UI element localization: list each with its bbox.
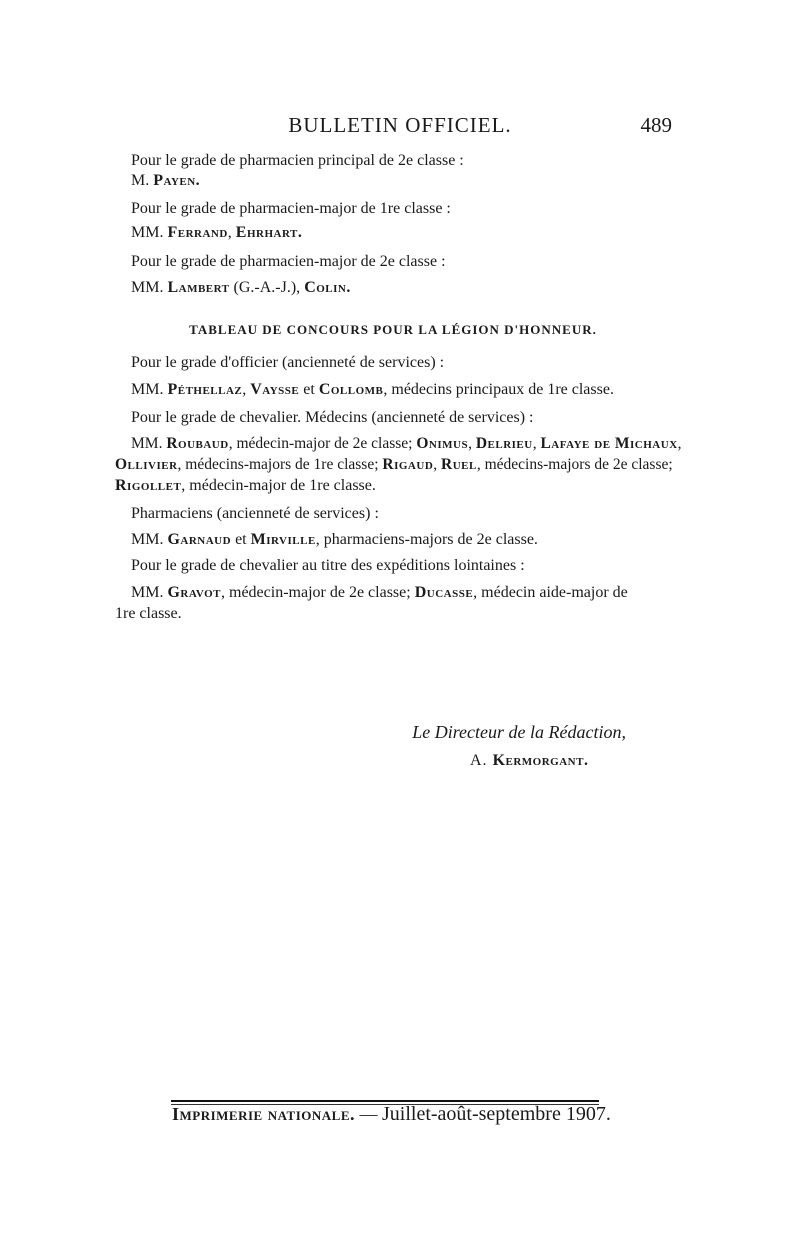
initials: (G.-A.-J.), bbox=[229, 279, 305, 296]
printer-name: Imprimerie nationale. bbox=[172, 1104, 355, 1124]
person-name: Payen. bbox=[153, 172, 201, 189]
person-name: Péthellaz bbox=[167, 381, 243, 398]
person-name: Colin. bbox=[304, 279, 351, 296]
title-prefix: MM. bbox=[131, 584, 168, 601]
title-prefix: MM. bbox=[131, 279, 168, 296]
publication-date: Juillet-août-septembre 1907. bbox=[382, 1103, 611, 1125]
separator: , bbox=[532, 435, 541, 452]
signature-name bbox=[470, 752, 588, 770]
person-name: Ehrhart. bbox=[235, 224, 303, 241]
paragraph-chevalier-intro: Pour le grade de chevalier. Médecins (ancienneté de services) : bbox=[131, 409, 534, 426]
person-name: Vaysse bbox=[250, 381, 300, 398]
title-prefix: M. bbox=[131, 172, 154, 189]
title-prefix: MM. bbox=[131, 435, 167, 452]
separator: — bbox=[355, 1104, 382, 1124]
person-name: Rigollet bbox=[115, 477, 182, 494]
person-name: Gravot bbox=[167, 584, 221, 601]
paragraph-pharmacien-major-1re: Pour le grade de pharmacien-major de 1re classe : bbox=[131, 200, 451, 217]
title-prefix: MM. bbox=[131, 224, 168, 241]
separator: et bbox=[299, 381, 319, 398]
rank-text: , pharmaciens-majors de 2e classe. bbox=[315, 531, 538, 548]
separator: , bbox=[227, 224, 236, 241]
rank-text: , médecins-majors de 2e classe; bbox=[476, 456, 673, 473]
pharmaciens-names-line bbox=[131, 530, 671, 550]
page-number: 489 bbox=[640, 113, 672, 137]
rank-text: , médecin-major de 2e classe; bbox=[228, 435, 417, 452]
name-line-lambert bbox=[131, 278, 671, 298]
paragraph-pharmacien-principal: Pour le grade de pharmacien principal de 2e classe : bbox=[131, 152, 464, 169]
person-name: Ferrand bbox=[167, 224, 228, 241]
separator: et bbox=[231, 531, 251, 548]
separator: , bbox=[677, 435, 682, 452]
rank-text: , médecin-major de 2e classe; bbox=[221, 584, 415, 601]
name-line-payen bbox=[131, 171, 671, 191]
paragraph-pharmacien-major-2e: Pour le grade de pharmacien-major de 2e classe : bbox=[131, 253, 446, 270]
rank-text: , médecins principaux de 1re classe. bbox=[383, 381, 614, 398]
person-name: Lafaye de Michaux bbox=[540, 435, 678, 452]
footer-rule bbox=[171, 1100, 599, 1102]
person-name: Lambert bbox=[167, 279, 230, 296]
person-name: Garnaud bbox=[167, 531, 232, 548]
person-name: Mirville bbox=[250, 531, 316, 548]
footer-imprint bbox=[172, 1103, 611, 1126]
paragraph-officier-intro: Pour le grade d'officier (ancienneté de services) : bbox=[131, 354, 445, 371]
separator: , bbox=[468, 435, 476, 452]
running-header-title: BULLETIN OFFICIEL. bbox=[288, 113, 512, 137]
separator: , bbox=[433, 456, 442, 473]
paragraph-pharmaciens-intro: Pharmaciens (ancienneté de services) : bbox=[131, 505, 379, 522]
chevalier-names-line-2 bbox=[115, 455, 671, 475]
title-prefix: MM. bbox=[131, 531, 168, 548]
name-line-ferrand bbox=[131, 223, 671, 243]
officier-names-line bbox=[131, 380, 671, 400]
person-name: Ruel bbox=[441, 456, 477, 473]
initial: A. bbox=[470, 752, 493, 769]
separator: , bbox=[242, 381, 251, 398]
rank-text: , médecin aide-major de bbox=[473, 584, 628, 601]
expeditions-names-line-2: 1re classe. bbox=[115, 605, 182, 622]
expeditions-names-line-1 bbox=[131, 583, 671, 603]
rank-text: , médecins-majors de 1re classe; bbox=[177, 456, 383, 473]
section-heading: TABLEAU DE CONCOURS POUR LA LÉGION D'HONNEUR. bbox=[189, 322, 597, 337]
person-name: Delrieu bbox=[475, 435, 533, 452]
person-name: Ollivier bbox=[115, 456, 178, 473]
person-name: Ducasse bbox=[414, 584, 474, 601]
title-prefix: MM. bbox=[131, 381, 168, 398]
chevalier-names-line-1 bbox=[131, 434, 682, 454]
paragraph-expeditions-intro: Pour le grade de chevalier au titre des expéditions lointaines : bbox=[131, 557, 525, 574]
signature-title: Le Directeur de la Rédaction, bbox=[412, 722, 626, 742]
rank-text: , médecin-major de 1re classe. bbox=[181, 477, 376, 494]
person-name: Collomb bbox=[318, 381, 384, 398]
person-name: Kermorgant. bbox=[492, 752, 589, 769]
person-name: Onimus bbox=[416, 435, 469, 452]
person-name: Rigaud bbox=[382, 456, 434, 473]
chevalier-names-line-3 bbox=[115, 476, 671, 496]
person-name: Roubaud bbox=[166, 435, 229, 452]
